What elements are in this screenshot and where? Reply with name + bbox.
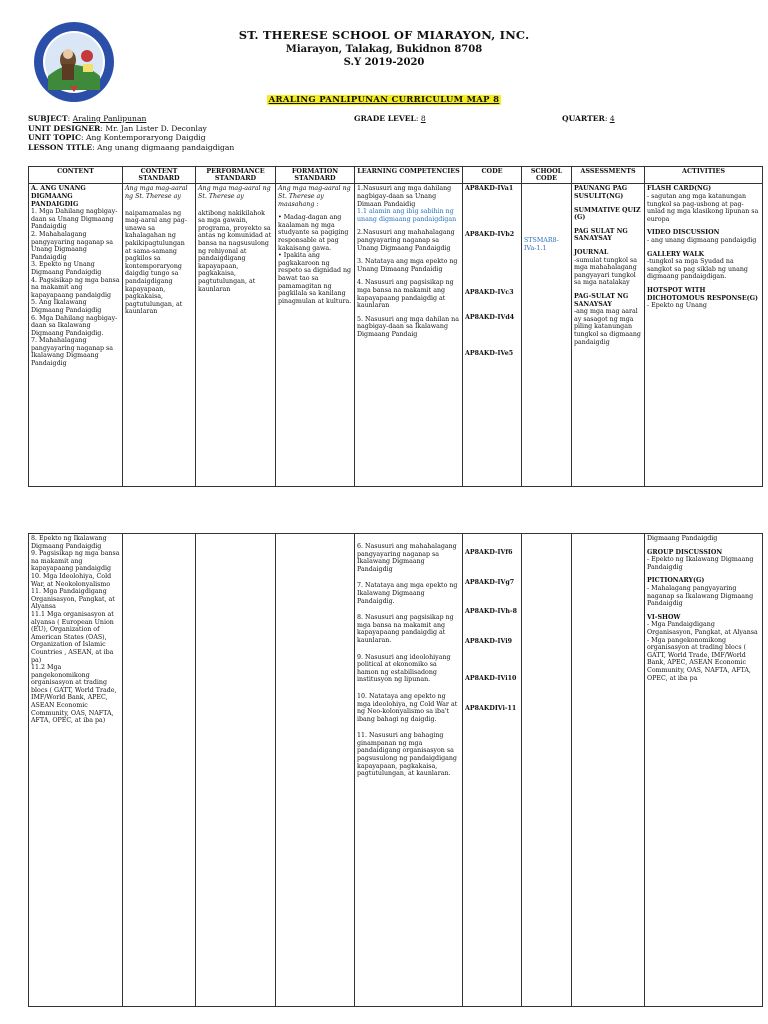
code-item: AP8AKD-IVa1 — [465, 185, 514, 193]
school-code-cell — [522, 534, 572, 1007]
list-item: 5. Nasusuri ang mga dahilan na nagbigay-daan sa Ikalawang Digmaang Pandaig — [357, 315, 459, 338]
content-cell — [29, 184, 123, 487]
col-activities: ACTIVITIES — [645, 167, 763, 184]
list-item: 11. Mga Pandaigdigang Organisasyon, Pangkat, at Alyansa — [31, 588, 115, 611]
list-item: 9. Pagsisikap ng mga bansa na makamit ang kapayapaang pandaigdig — [31, 550, 120, 573]
grade-level: GRADE LEVEL: 8 — [354, 114, 426, 123]
curriculum-map-title: ARALING PANLIPUNAN CURRICULUM MAP 8 — [268, 95, 500, 105]
col-content-standard: CONTENT STANDARD — [123, 167, 196, 184]
list-item: 2.Nasusuri ang mahahalagang pangyayaring naganap sa Unang Digmaang Pandaigdig — [357, 229, 455, 252]
formation-standard-cell — [276, 534, 355, 1007]
activities-cell: Digmaang Pandaigdig GROUP DISCUSSION - Epekto ng Ikalawang Digmaang Pandaigdig PICTIONARY(G) - Mahalagang pangyayaring naganap sa Ikalawang Digmaang Pandaigdig VI-SHOW - Mga Pandaigdigang Organisasyon, Pangkat, at Alyansa - Mga pangekonomikong organisasyon at trading blocs ( GATT, World Trade, IMF/World Bank, APEC, ASEAN Economic Community, OAS, NAFTA, AFTA, OPEC, at iba pa — [645, 534, 763, 1007]
school-code-item: STSMAR8-IVa-1.1 — [524, 237, 559, 252]
code-item: AP8AKD-IVi9 — [465, 637, 513, 645]
list-item: 8. Nasusuri ang pagsisikap ng mga bansa na makamit ang kapayapaang pandaigdig at kaunlaran. — [357, 614, 454, 644]
code-item: AP8AKD-IVf6 — [465, 549, 513, 556]
col-performance-standard: PERFORMANCE STANDARD — [196, 167, 276, 184]
list-item: 9. Nasusuri ang ideolohiyang political at ekonomiko sa hamon ng estabilisadong institusyon ng lipunan. — [357, 653, 451, 684]
school-name: ST. THERESE SCHOOL OF MIARAYON, INC. — [238, 28, 530, 42]
list-item: • Ipakita ang pagkakaroon ng respeto sa dignidad ng bawat tao sa pamamagitan ng pagkilala sa kanilang pinagmulan at kultura. — [278, 252, 352, 305]
code-item: AP8AKDIVi-11 — [465, 704, 517, 712]
topic-value: Ang Kontemporaryong Daigdig — [85, 133, 206, 143]
list-item: 2. Mahahalagang pangyayaring naganap sa Unang Digmaang Pandaigdig — [31, 230, 114, 261]
list-item: 3. Natataya ang mga epekto ng Unang Dimaang Pandaidig — [357, 258, 458, 273]
subject-value: Araling Panlipunan — [72, 114, 147, 123]
list-item: 6. Mga Dahilang nagbigay-daan sa Ikalawang Digmaang Pandaigdig. — [31, 314, 118, 337]
school-year: S.Y 2019-2020 — [343, 57, 425, 68]
table-row — [29, 184, 763, 487]
code-cell — [463, 184, 522, 487]
list-item: 1.1 alamin ang ibig sabihin ng unang digmaang pandaigdigan — [357, 208, 457, 223]
col-assessments: ASSESSMENTS — [572, 167, 645, 184]
col-school-code: SCHOOL CODE — [522, 167, 572, 184]
list-item: 1.Nasusuri ang mga dahilang nagbigay-daan sa Unang Dimaan Pandaidig — [357, 185, 452, 208]
curriculum-table-part-2 — [28, 533, 763, 1007]
quarter: QUARTER: 4 — [562, 114, 615, 123]
list-item: 10. Natataya ang epekto ng mga ideolohiya, ng Cold War at ng Neo-kolonyalismo sa iba't ibang bahagi ng daigdig. — [357, 692, 458, 723]
list-item: 10. Mga Ideolohiya, Cold War, at Neokolonyalismo — [31, 572, 112, 588]
list-item: 4. Pagsisikap ng mga bansa na makamit ang kapayapaang pandaigdig — [31, 276, 120, 299]
list-item: 11.2 Mga pangekonomikong organisasyon at trading blocs ( GATT, World Trade, IMF/World Bank, APEC, ASEAN Economic Community, OAS, NAFTA, AFTA, OPEC, at iba pa) — [31, 664, 117, 725]
performance-standard-cell — [196, 534, 276, 1007]
code-item: AP8AKD-IVe5 — [465, 349, 514, 357]
school-address: Miarayon, Talakag, Bukidnon 8708 — [285, 44, 483, 55]
code-item: AP8AKD-IVd4 — [465, 314, 515, 322]
list-item: 11. Nasusuri ang bahaging ginampanan ng mga pandaidigang organisasyon sa pagsusulong ng pandaigdigang kapayapaan, pagkakaisa, pagtutulungan, at kaunlaran. — [357, 732, 457, 778]
code-item: AP8AKD-IVi10 — [465, 675, 517, 683]
list-item: • Madag-dagan ang kaalaman ng mga studyante sa pagiging responsable at pag kakaisang gawa. — [278, 214, 349, 252]
designer-value: Mr. Jan Lister D. Deconlay — [105, 123, 207, 133]
list-item: 11.1 Mga organisasyon at alyansa ( European Union (EU), Organization of American States (OAS), Organization of Islamic Countries , ASEAN, at iba pa) — [31, 610, 114, 664]
content-title: A. ANG UNANG DIGMAANG PANDAIGDIG — [31, 185, 86, 208]
col-formation-standard: FORMATION STANDARD — [276, 167, 355, 184]
list-item: 3. Epekto ng Unang Digmaang Pandaigdig — [31, 261, 102, 276]
list-item: 1. Mga Dahilang nagbigay-daan sa Unang Digmaang Pandaigdig — [31, 208, 118, 231]
list-item: 4. Nasusuri ang pagsisikap ng mga bansa na makamit ang kapayapaang pandaigdig at kaunlaran — [357, 279, 454, 310]
unit-meta: SUBJECT: Araling Panlipunan UNIT DESIGNER: Mr. Jan Lister D. Deconlay UNIT TOPIC: Ang Kontemporaryong Daigdig LESSON TITLE: Ang unang digmaang pandaigdigan — [28, 114, 235, 152]
list-item: 5. Ang Ikalawang Digmaang Pandaigdig — [31, 299, 102, 314]
code-item: AP8AKD-IVc3 — [465, 288, 514, 296]
code-item: AP8AKD-IVg7 — [465, 578, 515, 586]
code-cell — [463, 534, 522, 1007]
code-item: AP8AKD-IVb2 — [465, 231, 515, 238]
table-header-row — [29, 167, 763, 184]
curriculum-table-part-1 — [28, 166, 763, 487]
code-item: AP8AKD-IVh-8 — [465, 608, 517, 616]
performance-standard-cell: Ang mga mag-aaral ng St. Therese ay aktibong nakikilahok sa mga gawain, programa, proyekto sa antas ng komunidad at bansa na nagsusulong ng rehiyonal at pandaigdigang kapayapaan, pagkakaisa, pagtutulungan, at kaunlaran — [196, 184, 276, 487]
col-code: CODE — [463, 167, 522, 184]
table-row — [29, 534, 763, 1007]
lesson-value: Ang unang digmaang pandaigdigan — [97, 142, 235, 152]
school-code-cell — [522, 184, 572, 487]
content-standard-cell — [123, 534, 196, 1007]
content-standard-cell: Ang mga mag-aaral ng St. Therese ay naipamamalas ng mag-aaral ang pag-unawa sa kahalagahan ng pakikipagtulungan at sama-samang pagkilos sa kontemporaryong daigdig tungo sa pandaigdigang kapayapaan, pagkakaisa, pagtutulungan, at kaunlaran — [123, 184, 196, 487]
content-cell — [29, 534, 123, 1007]
learning-competencies-cell — [355, 534, 463, 1007]
list-item: 6. Nasusuri ang mahahalagang pangyayaring naganap sa Ikalawang Digmaang Pandaigdig — [357, 543, 457, 573]
col-content: CONTENT — [29, 167, 123, 184]
list-item: 7. Mahahalagang pangyayaring naganap sa Ikalawang Digmaang Pandaigdig — [31, 337, 114, 368]
col-learning-competencies: LEARNING COMPETENCIES — [355, 167, 463, 184]
formation-standard-cell: Ang mga mag-aaral ng St. Therese ay maasahang : • Madag-dagan ang kaalaman ng mga studyante sa pagiging responsable at pag kakaisang gawa. • Ipakita ang pagkakaroon ng respeto sa dignidad ng bawat tao sa pamamagitan ng pagkilala sa kanilang pinagmulan at kultura. — [276, 184, 355, 487]
list-item: 7. Natataya ang mga epekto ng Ikalawang Digmaang Pandaigdig. — [357, 582, 458, 605]
activities-cell: FLASH CARD(NG) - sagutan ang mga katanungan tungkol sa pag-usbong at pag-unlad ng mga klasikong lipunan sa europa VIDEO DISCUSSION - ang unang digmaang pandaigdig GALLERY WALK -tungkol sa mga Syudad na sangkot sa pag siklab ng unang digmaang pandaigdigan. HOTSPOT WITH DICHOTOMOUS RESPONSE(G) - Epekto ng Unang — [645, 184, 763, 487]
assessments-cell: PAUNANG PAG SUSULIT(NG) SUMMATIVE QUIZ (G) PAG SULAT NG SANAYSAY JOURNAL -sumulat tungkol sa mga mahahalagang pangyayari tungkol sa mga natalakay PAG-SULAT NG SANAYSAY -ang mga mag aaral ay sasagot ng mga piling katanungan tungkol sa digmaang pandaigdig — [572, 184, 645, 487]
assessments-cell — [572, 534, 645, 1007]
list-item: 8. Epekto ng Ikalawang Digmaang Pandaigdig — [31, 535, 107, 550]
learning-competencies-cell — [355, 184, 463, 487]
